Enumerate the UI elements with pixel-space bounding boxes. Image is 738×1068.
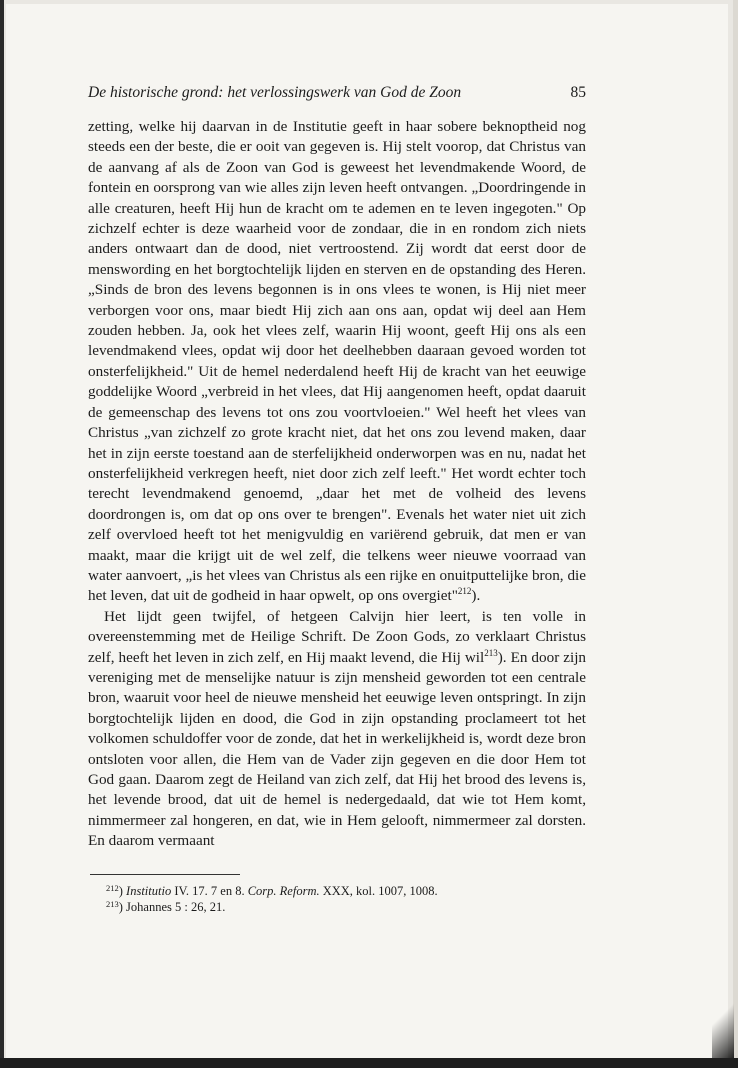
- footnote-rule: [90, 874, 240, 875]
- paragraph-text: zetting, welke hij daarvan in de Institutie geeft in haar sobere beknoptheid nog steeds een der beste, die er ooit van gegeven is. Hij stelt voorop, dat Christus van de aanvang af als de Zoon van God is geweest het levendmakende Woord, de fontein en oorsprong van wie alles zijn leven heeft ontvangen. „Doordringende in alle creaturen, heeft Hij hun de kracht om te ademen en te leven ingegoten." Op zichzelf echter is deze waarheid voor de zondaar, die in en rondom zich niets anders ontwaart dan de dood, niet vertroostend. Zij wordt dat eerst door de menswording en het borgtochtelijk lijden en sterven en de opstanding des Heren. „Sinds de bron des levens begonnen is in ons vlees te wonen, is Hij niet meer verborgen voor ons, maar biedt Hij zich aan ons aan, opdat wij deel aan Hem zouden hebben. Ja, ook het vlees zelf, waarin Hij woont, geeft Hij ons als een levendmakend vlees, opdat wij door het deelhebben daaraan gevoed worden tot onsterfelijkheid." Uit de hemel nederdalend heeft Hij de kracht van het eeuwige goddelijke Woord „verbreid in het vlees, dat Hij aangenomen heeft, opdat daaruit de gemeenschap des levens tot ons zou voortvloeien." Wel heeft het vlees van Christus „van zichzelf zo grote kracht niet, dat het ons zou levend maken, daar het in zijn eerste toestand aan de sterfelijkheid onderworpen was en nu, nadat het onsterfelijkheid verkregen heeft, niet door zich zelf leeft." Het wordt echter toch terecht levendmakend genoemd, „daar het met de volheid des levens doordrongen is, om dat op ons over te brengen". Evenals het water niet uit zich zelf overvloed heeft tot het menigvuldig en variërend gebruik, dat men er van maakt, maar die krijgt uit de wel zelf, die telkens weer nieuwe voorraad van water aanvoert, „is het vlees van Christus als een rijke en onuitputtelijke bron, die het leven, dat uit de godheid in haar opwelt, op ons overgiet": [88, 118, 586, 605]
- running-head: [88, 84, 586, 106]
- paragraph-text: ).: [471, 587, 481, 605]
- footnote-text: ): [118, 884, 127, 898]
- running-head-title: De historische grond: het verlossingswerk van God de Zoon: [88, 84, 462, 101]
- scan-edge-right: [733, 0, 738, 1068]
- footnote: [88, 899, 586, 915]
- paragraph-text: ). En door zijn vereniging met de menselijke natuur is zijn mensheid geworden tot een centrale bron, waaruit voor heel de nieuwe mensheid het eeuwige leven ontspringt. In zijn borgtochtelijk lijden en dood, die God in zijn opstanding proclameert tot het volkomen schuldoffer voor de zonde, dat het in werkelijkheid is, wordt deze bron ontsloten voor allen, die Hem van de Vader zijn gegeven en die door Hem tot God gaan. Daarom zegt de Heiland van zich zelf, dat Hij het brood des levens is, het levende brood, dat uit de hemel is nedergedaald, dat wie tot Hem komt, nimmermeer zal hongeren, en dat, wie in Hem gelooft, nimmermeer zal dorsten. En daarom vermaant: [88, 648, 587, 850]
- footnotes: [88, 883, 586, 915]
- scan-edge-left: [0, 0, 4, 1068]
- scan-shadow: [712, 988, 734, 1058]
- footnote-reference: 213: [484, 647, 498, 658]
- body-text: [88, 117, 586, 852]
- footnote-text: XXX, kol. 1007, 1008.: [319, 884, 438, 898]
- footnote-text: ) Johannes 5 : 26, 21.: [118, 900, 226, 914]
- footnote-number: 213: [106, 899, 119, 909]
- footnote-text: IV. 17. 7 en 8.: [171, 884, 248, 898]
- page-number: 85: [570, 84, 586, 101]
- footnote-reference: 212: [457, 586, 472, 597]
- footnote-number: 212: [106, 883, 119, 893]
- paragraph: [88, 607, 586, 852]
- paragraph: [88, 117, 586, 607]
- footnote-text: Institutio: [126, 884, 172, 898]
- footnote: [88, 883, 586, 899]
- footnote-text: Corp. Reform.: [247, 884, 320, 898]
- scan-edge-bottom: [0, 1058, 738, 1068]
- paragraph-text: Het lijdt geen twijfel, of hetgeen Calvijn hier leert, is ten volle in overeenstemming met de Heilige Schrift. De Zoon Gods, zo verklaart Christus zelf, heeft het leven in zich zelf, en Hij maakt levend, die Hij wil: [88, 607, 586, 666]
